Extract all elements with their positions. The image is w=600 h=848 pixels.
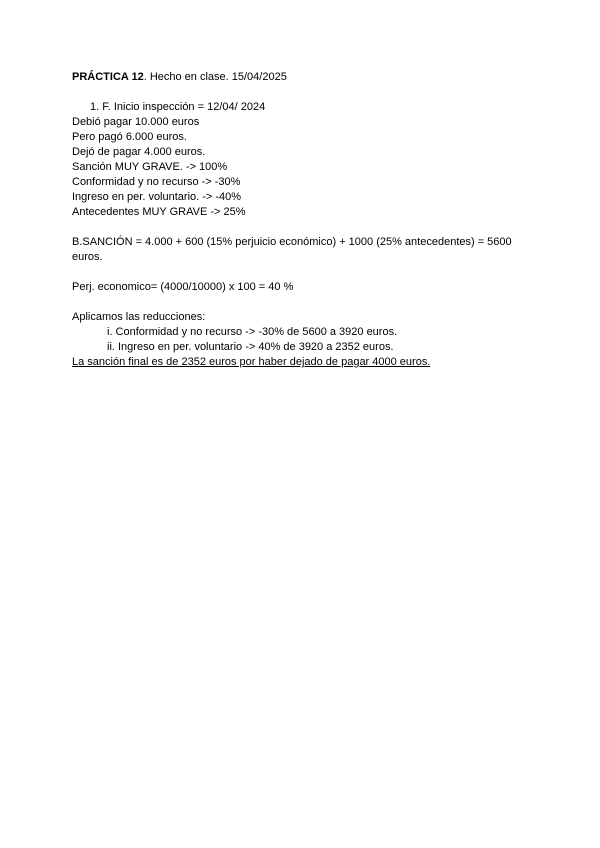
- fact-line: Dejó de pagar 4.000 euros.: [72, 146, 206, 158]
- reduccion-item: ii. Ingreso en per. voluntario -> 40% de 3920 a 2352 euros.: [107, 341, 394, 353]
- title-rest: . Hecho en clase. 15/04/2025: [143, 71, 287, 83]
- fact-line: Conformidad y no recurso -> -30%: [72, 176, 241, 188]
- spacer: [72, 295, 532, 310]
- fact-line: Antecedentes MUY GRAVE -> 25%: [72, 206, 246, 218]
- reducciones-intro: Aplicamos las reducciones:: [72, 311, 206, 323]
- fact-line: Ingreso en per. voluntario. -> -40%: [72, 191, 242, 203]
- page-title: [72, 70, 532, 85]
- fact-line: Sanción MUY GRAVE. -> 100%: [72, 161, 228, 173]
- numbered-item-1: 1. F. Inicio inspección = 12/04/ 2024: [90, 101, 266, 113]
- fact-line: Pero pagó 6.000 euros.: [72, 131, 187, 143]
- spacer: [72, 265, 532, 280]
- document-page: [72, 70, 532, 370]
- title-bold: PRÁCTICA 12: [72, 71, 144, 83]
- reduccion-item: i. Conformidad y no recurso -> -30% de 5600 a 3920 euros.: [107, 326, 398, 338]
- base-sancion-paragraph: B.SANCIÓN = 4.000 + 600 (15% perjuicio económico) + 1000 (25% antecedentes) = 5600 euros.: [72, 236, 512, 263]
- spacer: [72, 220, 532, 235]
- fact-line: Debió pagar 10.000 euros: [72, 116, 200, 128]
- perjuicio-line: Perj. economico= (4000/10000) x 100 = 40 %: [72, 281, 294, 293]
- conclusion-line: La sanción final es de 2352 euros por haber dejado de pagar 4000 euros.: [72, 356, 431, 368]
